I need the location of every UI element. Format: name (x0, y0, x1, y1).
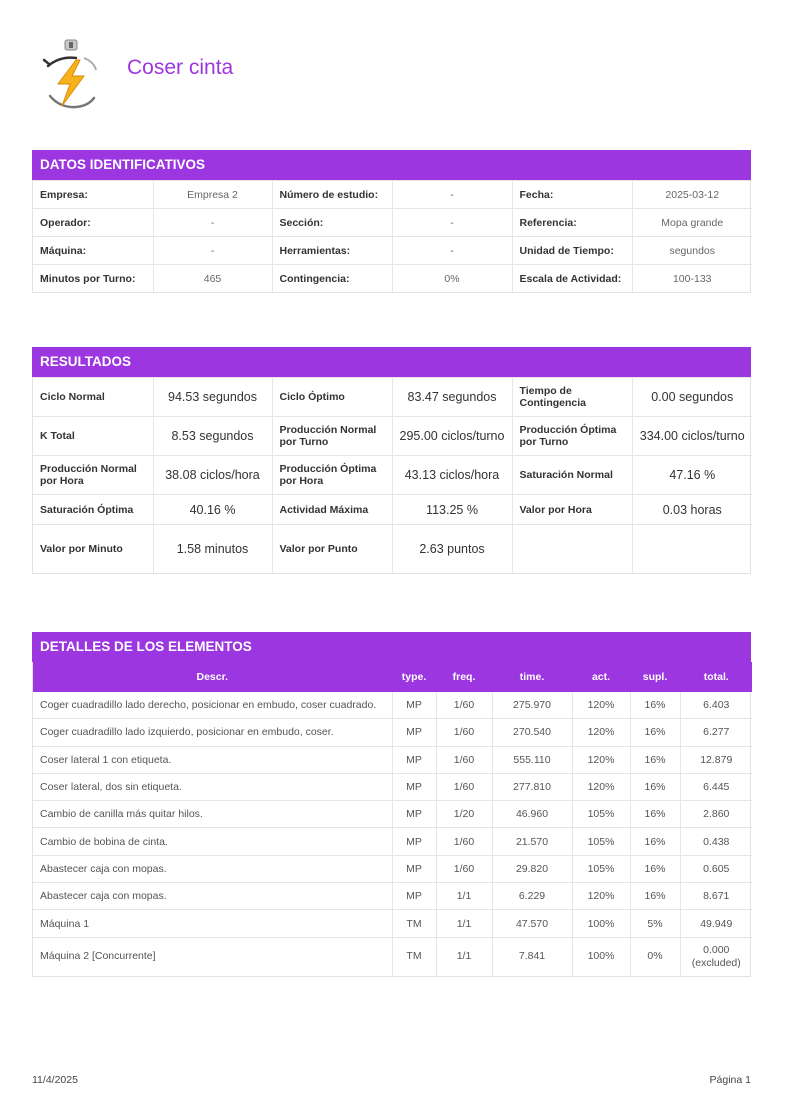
element-cell: 270.540 (492, 719, 572, 746)
field-label: Escala de Actividad: (512, 265, 632, 293)
element-description: Coser lateral 1 con etiqueta. (33, 746, 392, 773)
element-cell: 105% (572, 801, 630, 828)
element-cell: 120% (572, 692, 630, 719)
table-row (33, 525, 752, 574)
result-value: 1.58 minutos (153, 525, 272, 574)
element-cell: 1/60 (436, 855, 492, 882)
element-cell: MP (392, 719, 436, 746)
element-cell: 21.570 (492, 828, 572, 855)
element-cell: 277.810 (492, 773, 572, 800)
result-label: Ciclo Normal (33, 378, 153, 417)
result-value: 40.16 % (153, 495, 272, 525)
element-cell: 6.277 (680, 719, 752, 746)
field-label: Empresa: (33, 181, 153, 209)
element-cell: 1/1 (436, 883, 492, 910)
element-cell: 29.820 (492, 855, 572, 882)
result-label: Producción Normal por Hora (33, 456, 153, 495)
element-cell: 275.970 (492, 692, 572, 719)
element-cell: 1/20 (436, 801, 492, 828)
column-header: time. (492, 663, 572, 692)
element-cell: 120% (572, 883, 630, 910)
section-heading: DETALLES DE LOS ELEMENTOS (32, 632, 751, 662)
element-cell: 1/1 (436, 937, 492, 976)
element-cell: 16% (630, 692, 680, 719)
element-cell: 8.671 (680, 883, 752, 910)
table-row (33, 378, 752, 417)
element-cell: MP (392, 746, 436, 773)
element-cell: 5% (630, 910, 680, 937)
element-cell: MP (392, 883, 436, 910)
result-value: 8.53 segundos (153, 417, 272, 456)
table-row (33, 692, 752, 719)
column-header: type. (392, 663, 436, 692)
field-value: - (153, 209, 272, 237)
field-value: - (153, 237, 272, 265)
element-cell: 100% (572, 910, 630, 937)
result-value: 47.16 % (632, 456, 752, 495)
element-cell: 16% (630, 719, 680, 746)
field-label: Contingencia: (272, 265, 392, 293)
elements-section (32, 632, 751, 977)
result-label: Saturación Óptima (33, 495, 153, 525)
element-cell: 12.879 (680, 746, 752, 773)
field-label: Fecha: (512, 181, 632, 209)
element-cell: 6.445 (680, 773, 752, 800)
element-cell: 1/60 (436, 746, 492, 773)
field-label: Herramientas: (272, 237, 392, 265)
field-label: Operador: (33, 209, 153, 237)
element-cell: 120% (572, 719, 630, 746)
element-cell: 7.841 (492, 937, 572, 976)
column-header: total. (680, 663, 752, 692)
column-header: Descr. (33, 663, 392, 692)
table-row (33, 855, 752, 882)
table-row (33, 209, 752, 237)
result-label: Actividad Máxima (272, 495, 392, 525)
result-value: 295.00 ciclos/turno (392, 417, 512, 456)
element-cell: 6.403 (680, 692, 752, 719)
element-cell: 16% (630, 883, 680, 910)
table-row (33, 773, 752, 800)
table-row (33, 828, 752, 855)
table-row (33, 801, 752, 828)
element-cell: 0.438 (680, 828, 752, 855)
table-row (33, 910, 752, 937)
result-value (632, 525, 752, 574)
result-value: 0.00 segundos (632, 378, 752, 417)
field-value: - (392, 181, 512, 209)
identification-table (33, 180, 752, 292)
result-value: 0.03 horas (632, 495, 752, 525)
elements-table (33, 662, 752, 976)
field-label: Número de estudio: (272, 181, 392, 209)
page-title: Coser cinta (127, 56, 234, 79)
field-value: 0% (392, 265, 512, 293)
field-value: Mopa grande (632, 209, 752, 237)
element-cell: 16% (630, 828, 680, 855)
table-row (33, 181, 752, 209)
table-row (33, 719, 752, 746)
element-cell: 47.570 (492, 910, 572, 937)
result-value: 38.08 ciclos/hora (153, 456, 272, 495)
field-label: Referencia: (512, 209, 632, 237)
element-description: Coser lateral, dos sin etiqueta. (33, 773, 392, 800)
result-value: 2.63 puntos (392, 525, 512, 574)
result-value: 334.00 ciclos/turno (632, 417, 752, 456)
result-label: K Total (33, 417, 153, 456)
table-row (33, 746, 752, 773)
result-value: 43.13 ciclos/hora (392, 456, 512, 495)
identification-section (32, 150, 751, 293)
element-cell: MP (392, 828, 436, 855)
table-row (33, 265, 752, 293)
element-cell: MP (392, 801, 436, 828)
element-cell: MP (392, 692, 436, 719)
column-header: supl. (630, 663, 680, 692)
element-description: Cambio de bobina de cinta. (33, 828, 392, 855)
result-label: Valor por Minuto (33, 525, 153, 574)
column-header: freq. (436, 663, 492, 692)
element-cell: MP (392, 773, 436, 800)
result-label: Producción Óptima por Hora (272, 456, 392, 495)
element-cell: MP (392, 855, 436, 882)
field-label: Minutos por Turno: (33, 265, 153, 293)
table-row (33, 495, 752, 525)
element-cell: 1/60 (436, 773, 492, 800)
element-cell: 0.000 (excluded) (680, 937, 752, 976)
result-value: 113.25 % (392, 495, 512, 525)
result-label: Valor por Punto (272, 525, 392, 574)
element-cell: 16% (630, 773, 680, 800)
element-cell: 6.229 (492, 883, 572, 910)
result-label: Producción Óptima por Turno (512, 417, 632, 456)
stopwatch-lightning-icon (40, 38, 102, 114)
result-label: Saturación Normal (512, 456, 632, 495)
element-description: Máquina 2 [Concurrente] (33, 937, 392, 976)
element-cell: 16% (630, 746, 680, 773)
element-description: Coger cuadradillo lado izquierdo, posicionar en embudo, coser. (33, 719, 392, 746)
element-cell: 105% (572, 828, 630, 855)
element-cell: 16% (630, 855, 680, 882)
result-label: Producción Normal por Turno (272, 417, 392, 456)
element-cell: 1/60 (436, 719, 492, 746)
field-value: 100-133 (632, 265, 752, 293)
element-cell: 120% (572, 746, 630, 773)
field-value: 465 (153, 265, 272, 293)
table-row (33, 417, 752, 456)
element-description: Máquina 1 (33, 910, 392, 937)
table-header-row (33, 663, 752, 692)
element-cell: 49.949 (680, 910, 752, 937)
element-cell: TM (392, 937, 436, 976)
field-label: Sección: (272, 209, 392, 237)
result-label: Tiempo de Contingencia (512, 378, 632, 417)
field-value: - (392, 237, 512, 265)
element-cell: 16% (630, 801, 680, 828)
element-description: Coger cuadradillo lado derecho, posicionar en embudo, coser cuadrado. (33, 692, 392, 719)
footer-page-number: Página 1 (709, 1074, 751, 1086)
result-value: 94.53 segundos (153, 378, 272, 417)
element-cell: 0.605 (680, 855, 752, 882)
result-value: 83.47 segundos (392, 378, 512, 417)
element-cell: TM (392, 910, 436, 937)
results-table (33, 377, 752, 573)
element-description: Abastecer caja con mopas. (33, 883, 392, 910)
field-value: 2025-03-12 (632, 181, 752, 209)
result-label (512, 525, 632, 574)
element-cell: 1/60 (436, 692, 492, 719)
element-cell: 1/60 (436, 828, 492, 855)
element-cell: 0% (630, 937, 680, 976)
section-heading: DATOS IDENTIFICATIVOS (32, 150, 751, 180)
element-cell: 120% (572, 773, 630, 800)
element-cell: 46.960 (492, 801, 572, 828)
element-cell: 105% (572, 855, 630, 882)
results-section (32, 347, 751, 574)
result-label: Ciclo Óptimo (272, 378, 392, 417)
section-heading: RESULTADOS (32, 347, 751, 377)
element-cell: 1/1 (436, 910, 492, 937)
element-description: Cambio de canilla más quitar hilos. (33, 801, 392, 828)
field-value: Empresa 2 (153, 181, 272, 209)
field-value: - (392, 209, 512, 237)
field-label: Máquina: (33, 237, 153, 265)
element-cell: 100% (572, 937, 630, 976)
table-row (33, 883, 752, 910)
element-description: Abastecer caja con mopas. (33, 855, 392, 882)
table-row (33, 456, 752, 495)
table-row (33, 237, 752, 265)
element-cell: 555.110 (492, 746, 572, 773)
table-row (33, 937, 752, 976)
field-value: segundos (632, 237, 752, 265)
footer-date: 11/4/2025 (32, 1074, 78, 1086)
column-header: act. (572, 663, 630, 692)
element-cell: 2.860 (680, 801, 752, 828)
field-label: Unidad de Tiempo: (512, 237, 632, 265)
result-label: Valor por Hora (512, 495, 632, 525)
